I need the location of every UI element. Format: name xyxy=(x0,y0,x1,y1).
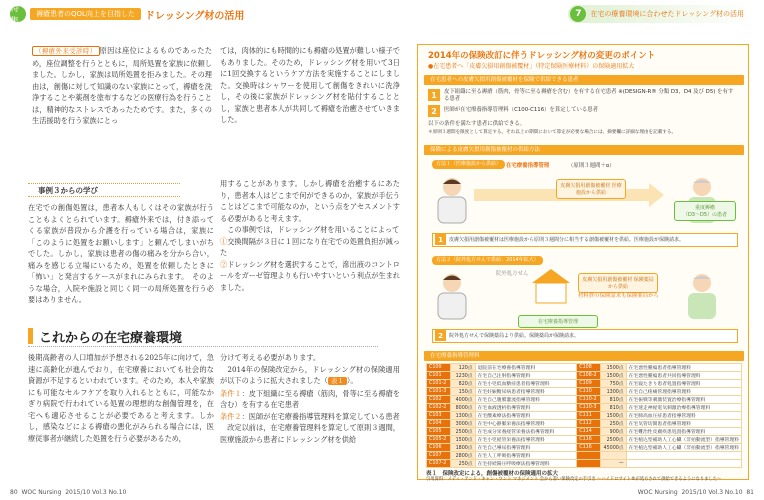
panel-cond1: 皮下組織に至る褥瘡（筋肉，骨等に至る褥瘡を含む）を有する在宅患者 ※(DESIGN-R® 分類 D3，D4 及び D5) を有する患者 xyxy=(444,89,734,102)
doctor-note: （原則３週間＋α） xyxy=(568,163,615,169)
header-right xyxy=(568,5,754,23)
supply1-box: 皮膚欠損用創傷被覆材 医療施設から供給 xyxy=(556,179,626,199)
table-row: C100 120点 退院前在宅療養指導管理料 C108 1500点 在宅悪性腫瘍患者指導管理料 xyxy=(427,364,742,372)
table-row: C101-2 820点 在宅小児低血糖症患者指導管理料 C109 750点 在宅寝たきり患者処置指導管理料 xyxy=(427,380,742,388)
cond2-number: 2 xyxy=(428,105,440,117)
condition-2: 条件２：医師が在宅療養指導管理料を算定している患者 xyxy=(220,411,400,421)
panel-title: 2014年の保険改訂に伴うドレッシング材の変更のポイント xyxy=(428,51,656,61)
panel-cond2: 医師が在宅療養指導管理料（C100-C116）を算定している患者 xyxy=(444,107,599,113)
pharmacy-note: 材料費の保険請求も保険薬局から xyxy=(578,293,659,299)
table-row: C104 3000点 在宅中心静脈栄養法指導管理料 C112 250点 在宅気管切開患者指導管理料 xyxy=(427,420,742,428)
footer-left: 80 WOC Nursing 2015/10 Vol.3 No.10 xyxy=(10,489,127,496)
header-left xyxy=(10,4,245,27)
table-row: C105-2 1500点 在宅小児経管栄養法指導管理料 C116 2500点 在宅植込型補助人工心臓（非拍動流型）指導管理料 xyxy=(427,436,742,444)
lesson-col1: 在宅での創傷処置は，患者本人もしくはその家族が行うこともよくとられています。褥瘡外来では，付き添ってくる家族が普段から介護を行っている場合は，家族に「このように処置をお願いします」と頼んでしまいがちでした。しかし，家族は患者の傷の痛みを分から合い，痛みを感じる立場にいるため，処置を依頼したときに「怖い」と発言するケースがまれにみられます。 そのような場合，入院や施設と同じく同一の局所処置を行う必要はありません。 xyxy=(28,203,214,304)
feature-badge: 特集 xyxy=(10,6,26,22)
table-row: C107-2 250点 在宅持続陽圧呼吸療法指導管理料 — xyxy=(427,460,742,468)
header-title: ドレッシング材の活用 xyxy=(144,10,245,22)
table-row: C102 4000点 在宅自己腹膜灌流指導管理料 C110-2 810点 在宅振戦等刺激装置治療指導管理料 xyxy=(427,396,742,404)
case-label: （褥瘡外来受診時） xyxy=(32,46,100,56)
table-row: C106 1800点 在宅自己導尿指導管理料 C116 45000点 在宅植込型補助人工心臓（非拍動流型）指導管理料 xyxy=(427,444,742,452)
section2-col1: 後期高齢者の人口増加が予想される2025年に向けて，急速に高齢化が進んでおり，在宅療養においても社会的な資源が不足するといわれています。そのため，本人や家族にも可能なセルフケアを取り入れるとともに，可能なかぎり病院で行われている処置の理想的な創傷管理を，在宅へも適応させることが必要であると考えます。しかし，感染などによる褥瘡の悪化がみられる場合には，医療従事者が継続した処置を行う必要があるため， xyxy=(28,353,215,443)
panel-cond-note2: ＊原則３週間を限度として算定する。それ以上の期間において算定が必要な場合には，摘要欄に詳細な理由を記載する。 xyxy=(428,130,677,135)
table-row: C107 2800点 在宅人工呼吸指導管理料 xyxy=(427,452,742,460)
footer-right: WOC Nursing 2015/10 Vol.3 No.10 81 xyxy=(637,489,754,496)
method2-note: 2 院外処方せんで保険薬局より供給。保険薬局が保険請求。 xyxy=(432,329,738,343)
case-col1: （褥瘡外来受診時） 原因は座位によるものであったため，座位調整を行うとともに，局所処置を家族に依頼しました。しかし，家族は局所処置を拒みました。その理由は，創傷に対して知識のない家族にとって，褥瘡を洗浄することや薬剤を塗布するなどの医療行為を行うことは，精神的なストレスであったためです。また，多くの生活援助を行う家族にとっ xyxy=(32,46,213,125)
lesson-item-2: ②ドレッシング材を選択することで，滲出液のコントロールをガーゼ管理よりも行いやすいという利点が生まれました。 xyxy=(220,259,400,292)
patient-label: 重度褥瘡 （D3〜D5）の患者 xyxy=(674,201,736,221)
table-row: C103 1300点 在宅酸素療法指導管理料 C111 1500点 在宅肺高血圧症患者指導管理料 xyxy=(427,412,742,420)
lesson-heading: 事例３からの学び xyxy=(28,183,180,197)
lesson-item-1: ①交換間隔が３日に１回になり在宅での処置負担が減った xyxy=(220,236,400,257)
panel-section-2: 保険による皮膚欠損用創傷被覆材の供給方法 xyxy=(424,145,744,155)
table-caption: 表１ 保険改定による，創傷被覆材の保険適用の拡大 xyxy=(426,471,559,477)
pharmacy-icon xyxy=(528,267,574,307)
doctor-label: 在宅療養指導管理 xyxy=(506,163,550,169)
cond1-number: 1 xyxy=(428,89,440,101)
heading-bar xyxy=(28,328,33,344)
section-heading: これからの在宅療養環境 xyxy=(28,327,378,345)
table-row: C101 1230点 在宅自己注射指導管理料 C108-2 1500点 在宅悪性腫瘍患者共同指導管理料 xyxy=(427,372,742,380)
chapter-number: 7 xyxy=(570,6,586,22)
table-row: C105 2500点 在宅成分栄養経管栄養法指導管理料 C114 900点 在宅難治性皮膚疾患処置指導管理料 xyxy=(427,428,742,436)
rx-label: 院外処方せん xyxy=(496,271,529,277)
table-source: 引用資料：メディ・アンド・キャン・ウント マネジメント 会から書い保険改定の手引き 〜ハイドロサイト®が処方されて供給できるようになりました〜 xyxy=(426,477,722,482)
fee-table xyxy=(426,363,742,468)
doctor-icon-2 xyxy=(432,271,472,321)
insurance-panel xyxy=(417,44,749,480)
case-col2: ては，肉体的にも時間的にも褥瘡の処置が難しい様子でもありました。そのため，ドレッシング材を用いて3日に1回交換するというケア方法を実施することにしました。交換時はシャワーを使用して創傷をきれいに洗浄し，その後に家族がドレッシング材を貼付することとし，家族と患者本人が共同して褥瘡を治癒させていきました。 xyxy=(220,46,400,124)
table-ref: 表１ xyxy=(328,377,347,385)
section2-col2: 分けて考える必要があります。 2014年の保険改定から，ドレッシング材の保険適用が以下のように拡大されました（ 表１ ）。 条件１：皮下組織に至る褥瘡（筋肉，骨等に至る褥瘡を含む）を有する在宅患者 条件２：医師が在宅療養指導管理料を算定している患者 改定以前は，在宅療養管理料を算定して原則３週間，医療施設から患者にドレッシング材を供給 xyxy=(220,353,400,444)
supply2-box: 皮膚欠損用創傷被覆材 保険薬局から供給 xyxy=(578,273,658,293)
panel-cond-note: 以下の条件を満たす患者に供給できる。 xyxy=(428,121,526,127)
doctor-icon xyxy=(432,175,472,225)
panel-section-3: 在宅療養指導管理料 xyxy=(424,351,744,361)
patient-icon-2 xyxy=(682,271,722,321)
method1-note: 1 皮膚欠損用創傷被覆材は医療施設から原則３週間分に相当する創傷被覆材を供給。医療施設が保険請求。 xyxy=(432,233,738,247)
panel-section-1: 在宅患者への皮膚欠損用創傷被覆材を保険で供給できる患者 xyxy=(424,75,744,85)
header-right-text: 在宅の療養環境に合わせたドレッシング材の活用 xyxy=(590,10,744,18)
condition-1: 条件１：皮下組織に至る褥瘡（筋肉，骨等に至る褥瘡を含む）を有する在宅患者 xyxy=(220,388,400,409)
table-row: C101-3 150点 在宅妊娠糖尿病患者指導管理料 C110 1300点 在宅自己疼痛管理指導管理料 xyxy=(427,388,742,396)
lesson-col2: 用することがあります。しかし褥瘡を治癒するにあたり，患者本人はどこまで何ができるのか，家族が手伝うことはどこまで可能なのか，という点をアセスメントする必要があると考えます。 この事例では，ドレッシング材を用いることによって ①交換間隔が３日に１回になり在宅での処置負担が減った ②ドレッシング材を選択することで，滲出液のコントロールをガーゼ管理よりも行いやすいという利点が生まれました。 xyxy=(220,179,400,292)
method1-tag: 方法１（医療施設から供給） xyxy=(432,160,505,169)
table-row: C102-2 8000点 在宅血液透析指導管理料 C110-3 810点 在宅迷走神経電気刺激治療指導管理料 xyxy=(427,404,742,412)
doctor2-box: 在宅療養指導管理 xyxy=(518,315,598,328)
panel-subtitle: ●在宅患者へ「皮膚欠損用創傷被覆材」（特定保険医療材料）の保険適用拡大 xyxy=(428,63,635,70)
header-tag: 褥瘡患者のQOL向上を目指した xyxy=(30,8,141,20)
method2-tag: 方法２（院外処方せんで供給：2014年拡大） xyxy=(432,256,543,265)
